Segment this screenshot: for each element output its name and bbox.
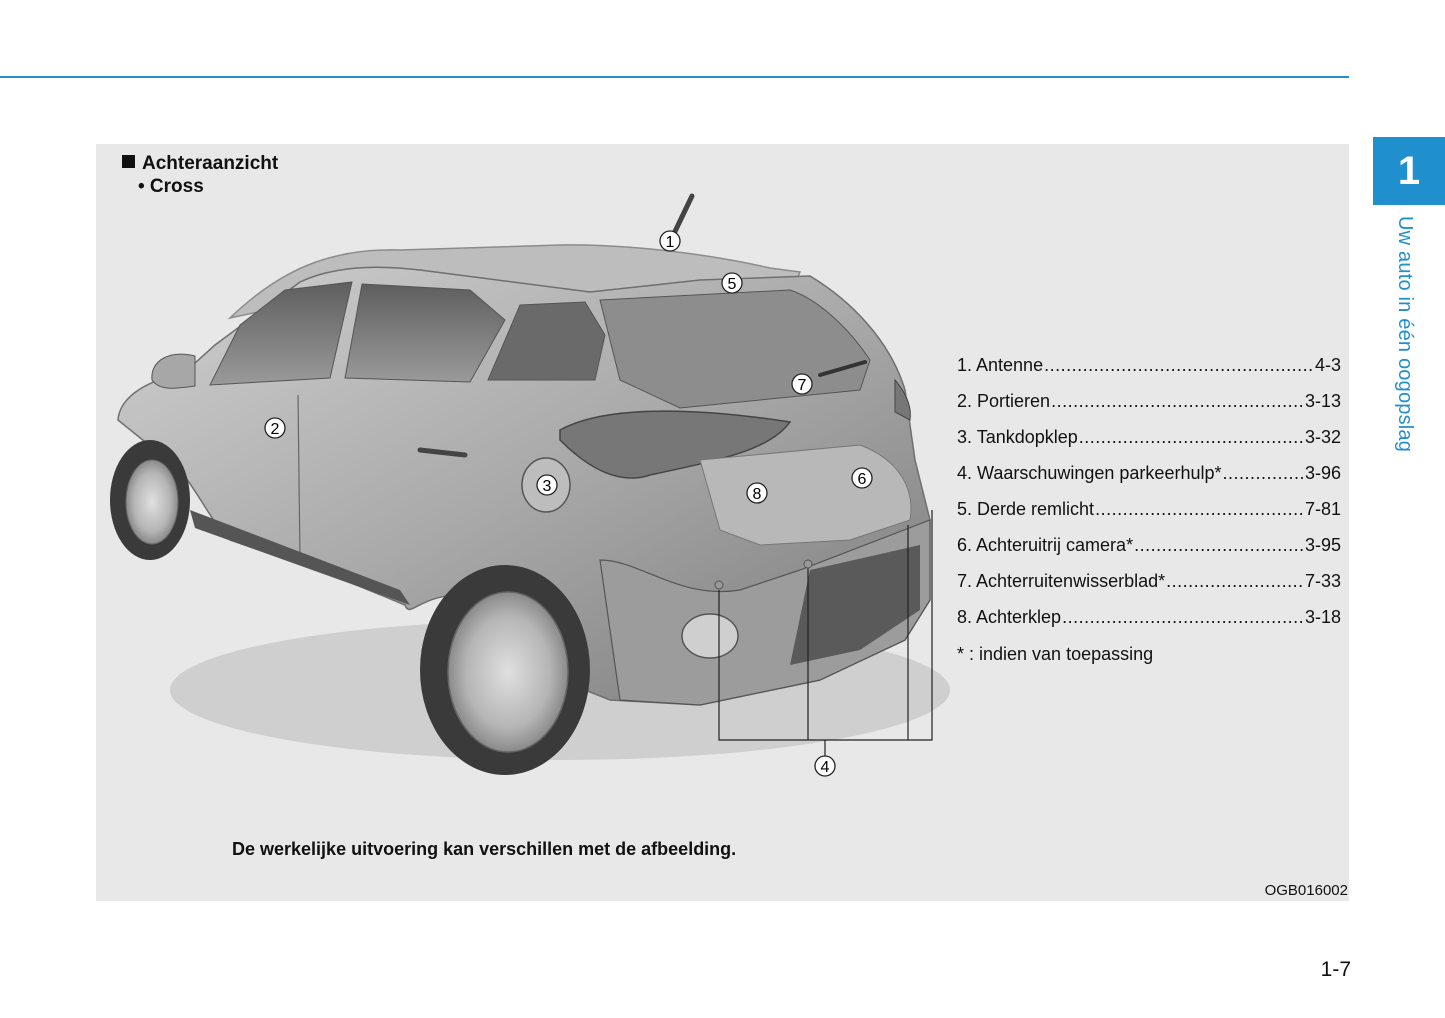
- parts-legend: [957, 355, 1341, 643]
- footnote: * : indien van toepassing: [957, 644, 1154, 664]
- leader-dots: [1134, 535, 1304, 556]
- callout-8: [747, 483, 767, 503]
- legend-label: 8. Achterklep: [957, 607, 1062, 627]
- leader-dots: [1051, 391, 1304, 412]
- front-wheel-rim: [126, 460, 178, 544]
- leader-dots: [1044, 355, 1314, 376]
- legend-item: [957, 391, 1341, 427]
- callout-3-label: 3: [542, 478, 552, 495]
- callout-5-label: 5: [727, 276, 737, 293]
- callout-2: [265, 418, 285, 438]
- legend-item: [957, 427, 1341, 463]
- callout-5: [722, 273, 742, 293]
- callout-6-label: 6: [857, 471, 867, 488]
- legend-label: 6. Achteruitrij camera*: [957, 535, 1134, 555]
- page-number: 1-7: [1320, 958, 1351, 981]
- leader-dots: [1062, 607, 1304, 628]
- callout-2-label: 2: [270, 421, 280, 438]
- parking-sensor: [804, 560, 812, 568]
- image-code: OGB016002: [1264, 882, 1348, 899]
- section-subheading: • Cross: [138, 176, 204, 197]
- callout-4-label: 4: [820, 759, 830, 776]
- legend-item: [957, 463, 1341, 499]
- legend-page: 3-13: [1304, 391, 1341, 411]
- legend-label: 1. Antenne: [957, 355, 1044, 375]
- legend-item: [957, 355, 1341, 391]
- legend-page: 7-33: [1304, 571, 1341, 591]
- leader-dots: [1166, 571, 1304, 592]
- legend-label: 2. Portieren: [957, 391, 1051, 411]
- chapter-number-tab: 1: [1373, 137, 1445, 205]
- legend-page: 7-81: [1304, 499, 1341, 519]
- legend-label: 7. Achterruitenwisserblad*: [957, 571, 1166, 591]
- disclaimer: De werkelijke uitvoering kan verschillen met de afbeelding.: [232, 839, 737, 859]
- rear-fog-light: [682, 614, 738, 658]
- legend-item: [957, 535, 1341, 571]
- callout-1-label: 1: [665, 234, 675, 251]
- legend-item: [957, 499, 1341, 535]
- callout-7: [792, 374, 812, 394]
- leader-dots: [1079, 427, 1304, 448]
- legend-item: [957, 571, 1341, 607]
- legend-page: 3-95: [1304, 535, 1341, 555]
- leader-dots: [1222, 463, 1303, 484]
- tailgate: [700, 445, 911, 545]
- callout-1: [660, 231, 680, 251]
- parking-sensor: [715, 581, 723, 589]
- callout-3: [537, 475, 557, 495]
- section-heading-text: Achteraanzicht: [142, 153, 279, 174]
- legend-label: 4. Waarschuwingen parkeerhulp*: [957, 463, 1222, 483]
- leader-dots: [1095, 499, 1304, 520]
- chapter-title: Uw auto in één oogopslag: [1394, 216, 1416, 453]
- legend-page: 3-96: [1304, 463, 1341, 483]
- legend-page: 3-32: [1304, 427, 1341, 447]
- legend-label: 3. Tankdopklep: [957, 427, 1078, 447]
- rear-wheel-rim: [448, 592, 568, 752]
- callout-7-label: 7: [797, 377, 807, 394]
- legend-page: 3-18: [1304, 607, 1341, 627]
- header-rule: [0, 76, 1349, 78]
- legend-label: 5. Derde remlicht: [957, 499, 1095, 519]
- callout-4: [815, 756, 835, 776]
- car-rear-illustration: [96, 144, 956, 824]
- side-mirror: [152, 354, 195, 388]
- callout-6: [852, 468, 872, 488]
- legend-page: 4-3: [1314, 355, 1341, 375]
- legend-item: [957, 607, 1341, 643]
- callout-8-label: 8: [752, 486, 762, 503]
